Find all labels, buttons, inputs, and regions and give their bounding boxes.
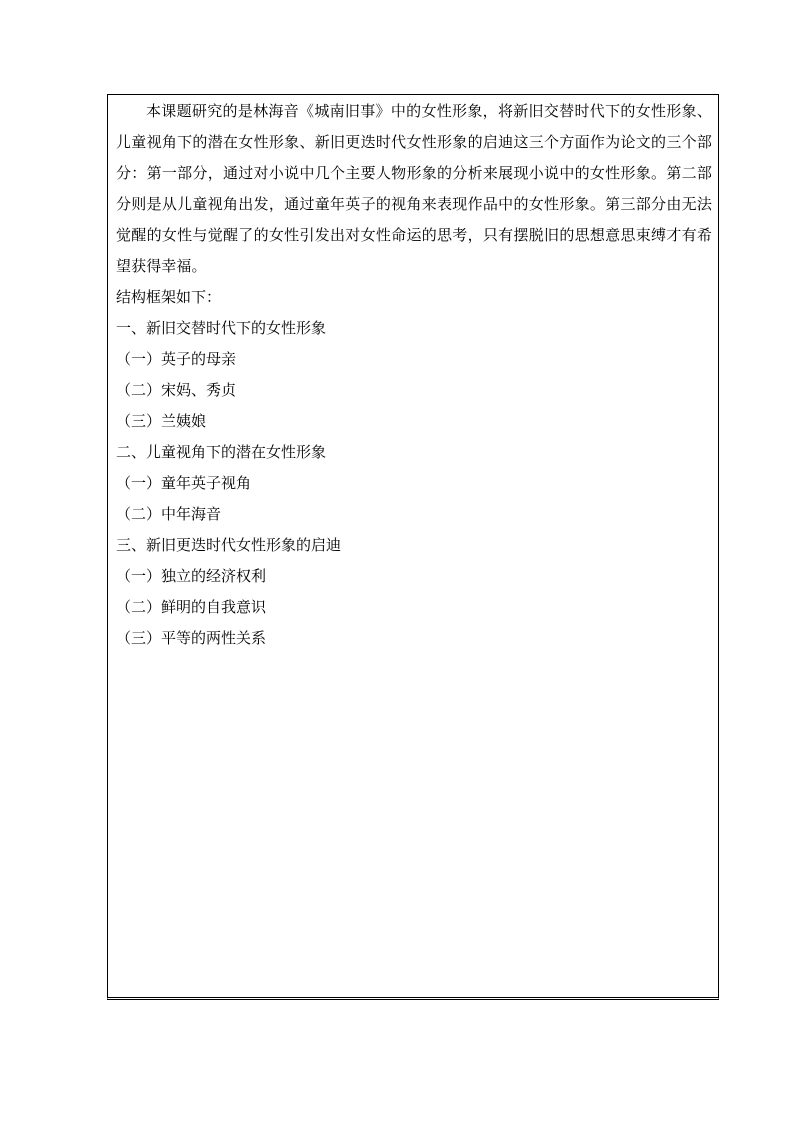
outline-item-1-2: （二）宋妈、秀贞 [116, 381, 237, 399]
outline-part-1: 一、新旧交替时代下的女性形象 [116, 319, 327, 337]
outline-item-1-3: （三）兰姨娘 [116, 412, 207, 430]
outline-item-2-1: （一）童年英子视角 [116, 474, 252, 492]
outline-part-2: 二、儿童视角下的潜在女性形象 [116, 443, 327, 461]
outline-item-2-2: （二）中年海音 [116, 505, 222, 523]
outline-item-3-2: （二）鲜明的自我意识 [116, 598, 267, 616]
document-content [116, 96, 712, 654]
outline-heading: 结构框架如下： [116, 288, 222, 306]
outline-item-1-1: （一）英子的母亲 [116, 350, 237, 368]
outline-item-3-3: （三）平等的两性关系 [116, 629, 267, 647]
outline-item-3-1: （一）独立的经济权利 [116, 567, 267, 585]
intro-paragraph: 本课题研究的是林海音《城南旧事》中的女性形象，将新旧交替时代下的女性形象、儿童视角下的潜在女性形象、新旧更迭时代女性形象的启迪这三个方面作为论文的三个部分：第一部分，通过对小说中几个主要人物形象的分析来展现小说中的女性形象。第二部分则是从儿童视角出发，通过童年英子的视角来表现作品中的女性形象。第三部分由无法觉醒的女性与觉醒了的女性引发出对女性命运的思考，只有摆脱旧的思想意思束缚才有希望获得幸福。 [116, 102, 712, 275]
outline-part-3: 三、新旧更迭时代女性形象的启迪 [116, 536, 342, 554]
